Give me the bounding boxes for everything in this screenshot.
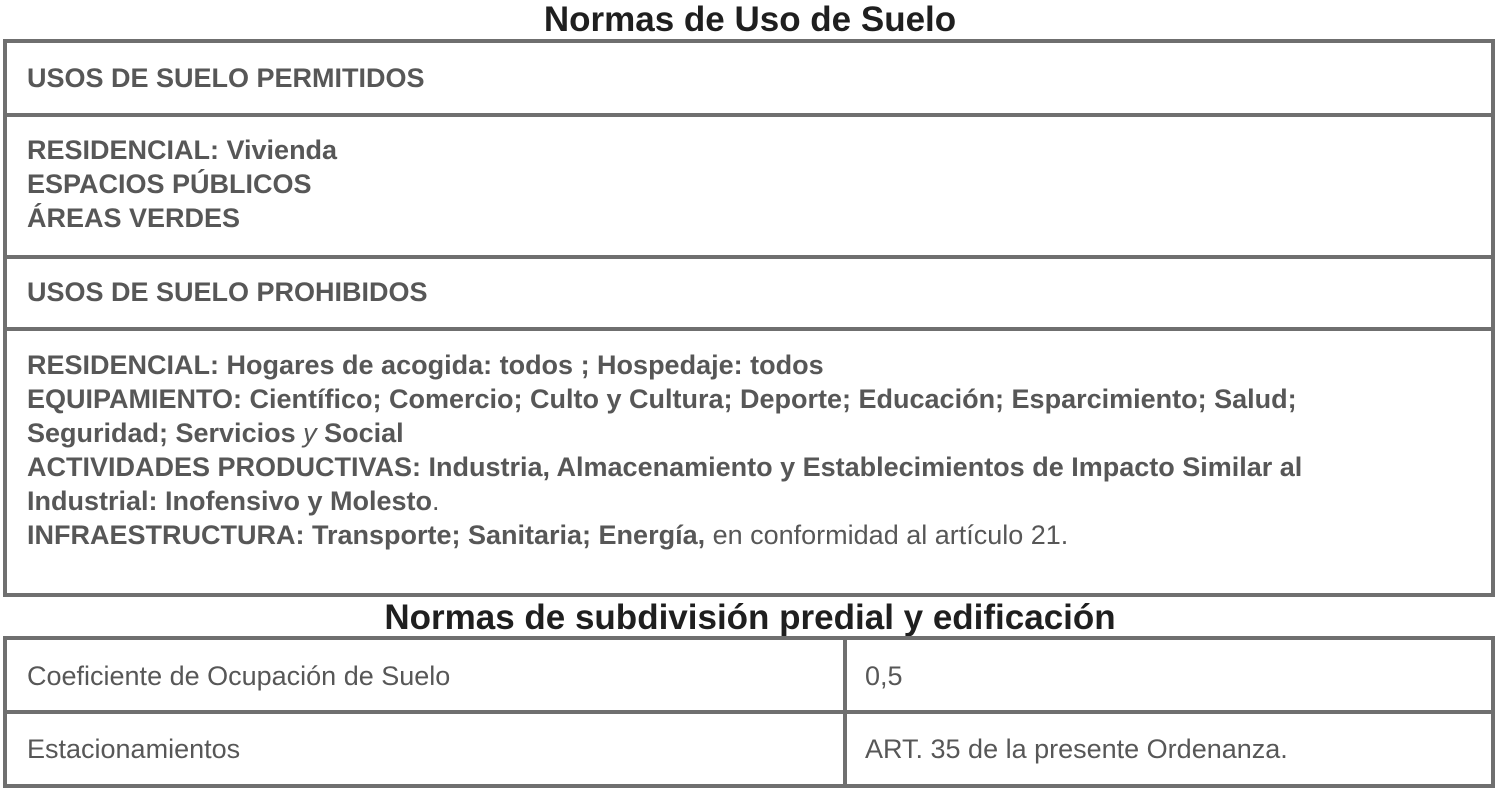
row-divider [7,255,1491,259]
infraestructura-bold-text: INFRAESTRUCTURA: Transporte; Sanitaria; Energía, [27,520,706,550]
prohibido-infraestructura [27,518,1461,552]
row-divider [7,327,1491,331]
prohibido-equipamiento-line-1: EQUIPAMIENTO: Científico; Comercio; Culto y Cultura; Deporte; Educación; Esparcimiento; Salud; [27,384,1297,414]
uso-suelo-table [3,39,1495,597]
prohibido-actividades-line-2 [27,484,1461,518]
infraestructura-note: en conformidad al artículo 21. [705,520,1069,550]
subdivision-title: Normas de subdivisión predial y edificación [384,598,1116,637]
equipamiento-text: Social [316,418,404,448]
prohibido-actividades-line-1: ACTIVIDADES PRODUCTIVAS: Industria, Almacenamiento y Establecimientos de Impacto Similar al [27,452,1303,482]
subdivision-table [3,636,1495,788]
permitido-item: RESIDENCIAL: Vivienda [27,135,338,165]
permitido-item: ÁREAS VERDES [27,203,241,233]
cos-value: 0,5 [865,661,903,691]
cos-label: Coeficiente de Ocupación de Suelo [27,661,451,691]
permitidos-header: USOS DE SUELO PERMITIDOS [27,63,425,93]
actividades-text: Industrial: Inofensivo y Molesto [27,486,433,516]
prohibidos-list [7,348,1491,552]
permitido-item: ESPACIOS PÚBLICOS [27,169,312,199]
row-divider [7,113,1491,117]
permitidos-list [7,133,1491,235]
estacionamientos-value: ART. 35 de la presente Ordenanza. [865,734,1288,764]
prohibido-residencial: RESIDENCIAL: Hogares de acogida: todos ; Hospedaje: todos [27,350,824,380]
prohibido-equipamiento-line-2 [27,416,1461,450]
prohibidos-header: USOS DE SUELO PROHIBIDOS [27,277,428,307]
row-divider [7,710,1491,714]
uso-suelo-title: Normas de Uso de Suelo [543,0,957,39]
estacionamientos-label: Estacionamientos [27,734,241,764]
equipamiento-conjunction: y [303,418,317,448]
equipamiento-text: Seguridad; Servicios [27,418,304,448]
actividades-period: . [432,486,440,516]
